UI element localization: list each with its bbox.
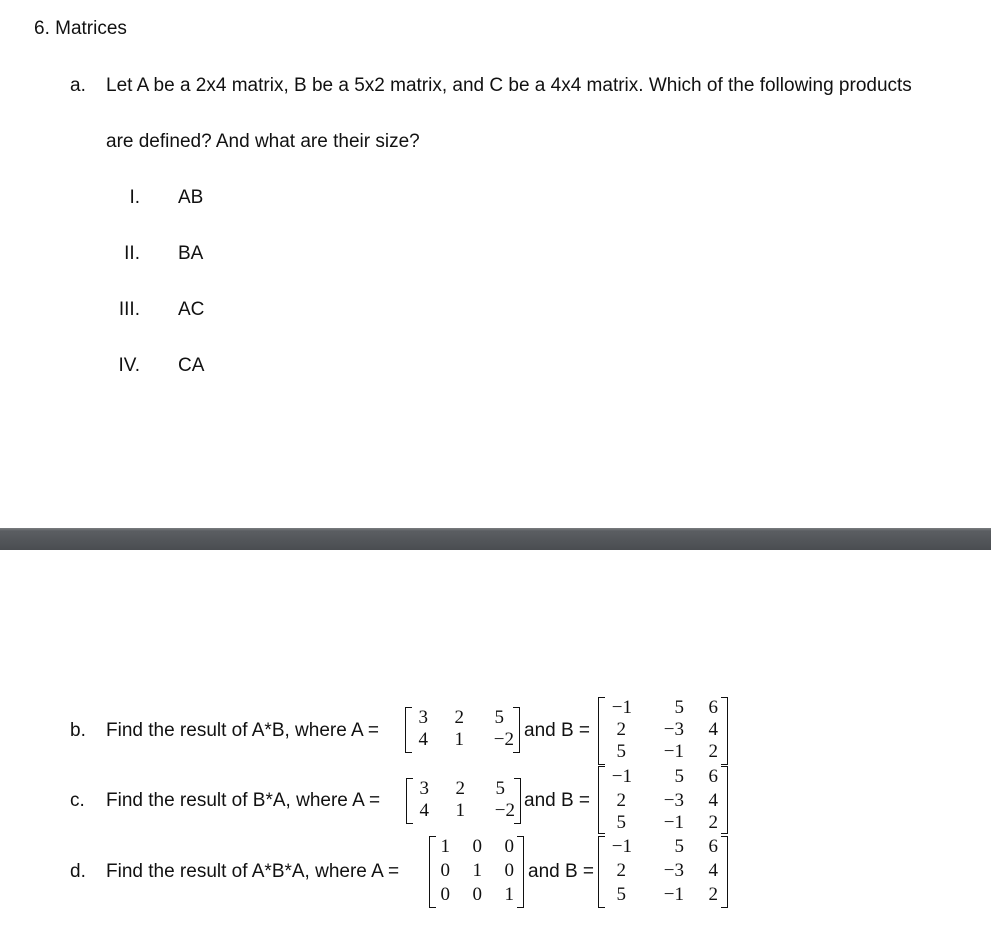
- part-a-question-line2: are defined? And what are their size?: [106, 131, 420, 152]
- matrix-cell: 3: [418, 707, 428, 728]
- matrix-b: [598, 697, 728, 765]
- matrix-cell: 6: [708, 836, 718, 857]
- part-d-label: d.: [70, 861, 86, 882]
- matrix-cell: −1: [663, 741, 684, 762]
- matrix-cell: 6: [708, 697, 718, 718]
- matrix-cell: 5: [674, 766, 684, 787]
- matrix-cell: 4: [708, 860, 718, 881]
- matrix-cell: 2: [708, 884, 718, 905]
- matrix-cell: 3: [419, 778, 429, 799]
- matrix-cell: −2: [494, 800, 515, 821]
- matrix-cell: −3: [663, 719, 684, 740]
- matrix-cell: 2: [708, 741, 718, 762]
- matrix-cell: 4: [708, 719, 718, 740]
- item-text: AC: [178, 299, 205, 320]
- matrix-cell: 0: [440, 884, 450, 905]
- matrix-cell: 5: [616, 884, 626, 905]
- matrix-cell: −2: [493, 729, 514, 750]
- matrix-cell: −1: [611, 836, 632, 857]
- matrix-cell: 0: [472, 836, 482, 857]
- matrix-cell: 2: [454, 707, 464, 728]
- part-d-question: Find the result of A*B*A, where A =: [106, 861, 400, 882]
- item-text: CA: [178, 355, 205, 376]
- matrix-a: [429, 836, 524, 908]
- matrix-cell: 5: [494, 707, 504, 728]
- matrix-cell: −3: [663, 790, 684, 811]
- matrix-cell: 4: [708, 790, 718, 811]
- matrix-cell: −1: [663, 884, 684, 905]
- matrix-cell: 4: [418, 729, 428, 750]
- section-title: 6. Matrices: [34, 18, 127, 39]
- part-d-and-b: and B =: [528, 861, 595, 882]
- page-divider: [0, 528, 991, 550]
- matrix-cell: −1: [663, 812, 684, 833]
- part-c-and-b: and B =: [524, 790, 591, 811]
- matrix-cell: 5: [616, 812, 626, 833]
- part-c-label: c.: [70, 790, 85, 811]
- item-text: BA: [178, 243, 204, 264]
- matrix-b: [598, 836, 728, 908]
- matrix-cell: 4: [419, 800, 429, 821]
- matrix-cell: 0: [504, 836, 514, 857]
- matrix-cell: 5: [674, 836, 684, 857]
- matrix-cell: 1: [454, 729, 464, 750]
- part-b-question: Find the result of A*B, where A =: [106, 720, 380, 741]
- matrix-cell: 2: [455, 778, 465, 799]
- part-b-label: b.: [70, 720, 86, 741]
- matrix-cell: 2: [616, 860, 626, 881]
- item-text: AB: [178, 187, 204, 208]
- matrix-cell: 2: [616, 790, 626, 811]
- matrix-cell: −1: [611, 697, 632, 718]
- matrix-cell: 2: [708, 812, 718, 833]
- matrix-cell: 2: [616, 719, 626, 740]
- item-numeral: I.: [129, 187, 140, 208]
- part-b-and-b: and B =: [524, 720, 591, 741]
- item-numeral: II.: [124, 243, 140, 264]
- matrix-a: [406, 778, 521, 824]
- matrix-cell: 6: [708, 766, 718, 787]
- matrix-cell: 0: [440, 860, 450, 881]
- matrix-cell: 1: [504, 884, 514, 905]
- matrix-cell: 5: [495, 778, 505, 799]
- matrix-cell: 5: [674, 697, 684, 718]
- matrix-a: [405, 707, 520, 753]
- item-numeral: III.: [118, 299, 140, 320]
- matrix-cell: 1: [455, 800, 465, 821]
- part-c-question: Find the result of B*A, where A =: [106, 790, 381, 811]
- matrix-cell: 5: [616, 741, 626, 762]
- matrix-cell: 1: [472, 860, 482, 881]
- matrix-b: [598, 766, 728, 834]
- matrix-cell: 0: [472, 884, 482, 905]
- part-a-question-line1: Let A be a 2x4 matrix, B be a 5x2 matrix, and C be a 4x4 matrix. Which of the following products: [106, 75, 912, 96]
- matrix-cell: −1: [611, 766, 632, 787]
- part-a-label: a.: [70, 75, 86, 96]
- matrix-cell: 0: [504, 860, 514, 881]
- item-numeral: IV.: [118, 355, 140, 376]
- matrix-cell: 1: [440, 836, 450, 857]
- matrix-cell: −3: [663, 860, 684, 881]
